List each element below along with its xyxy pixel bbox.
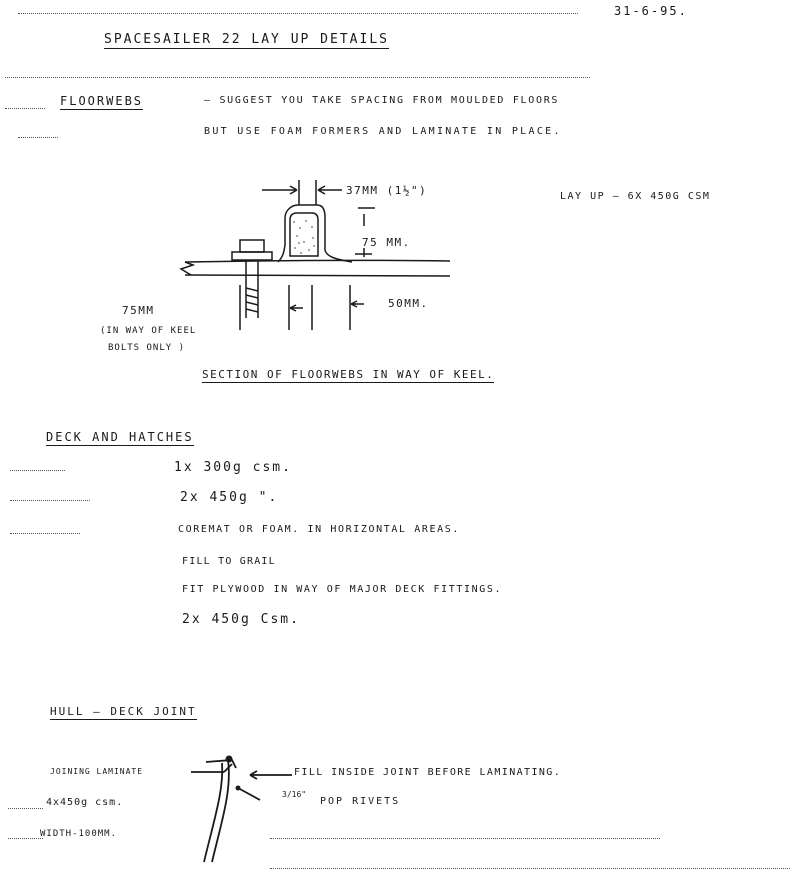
- rivet-size-label: 3/16": [282, 790, 307, 799]
- dim-left-label: 75mm: [122, 304, 155, 317]
- deck-heading: DECK AND HATCHES: [46, 430, 194, 444]
- deck-item-4: FILL TO GRAIL: [182, 556, 276, 567]
- deck-item-1: 1x 300g csm.: [174, 460, 292, 475]
- pop-rivets-label: POP RIVETS: [320, 796, 401, 807]
- joining-laminate-leader: [191, 764, 232, 772]
- joining-laminate-spec: 4x450g csm.: [46, 797, 124, 808]
- section-caption: SECTION OF FLOORWEBS IN WAY OF KEEL.: [202, 368, 495, 381]
- deck-edge-dot: [226, 756, 233, 763]
- keel-note-line-2: BOLTS ONLY ): [108, 343, 186, 353]
- joining-laminate-label: JOINING LAMINATE: [50, 767, 144, 776]
- rivet-leader: [238, 788, 260, 800]
- floorwebs-line-2: BUT USE FOAM FORMERS AND LAMINATE IN PLACE.: [204, 126, 562, 137]
- page-title: SPACESAILER 22 LAY UP DETAILS: [104, 32, 389, 47]
- hull-deck-heading: HULL – DECK JOINT: [50, 705, 197, 718]
- floorwebs-line-1: – SUGGEST YOU TAKE SPACING FROM MOULDED FLOORS: [204, 95, 560, 106]
- date-text: 31-6-95.: [614, 4, 688, 18]
- fill-arrow: [250, 771, 292, 779]
- floorwebs-heading: FLOORWEBS: [60, 94, 144, 108]
- rivet-dot: [236, 786, 241, 791]
- hull-side-outer: [212, 760, 229, 862]
- joining-laminate-width: WIDTH-100MM.: [40, 829, 118, 839]
- deck-item-6: 2x 450g Csm.: [182, 612, 300, 627]
- keel-note-line-1: (IN WAY OF KEEL: [100, 326, 197, 336]
- deck-item-3: COREMAT OR FOAM. IN HORIZONTAL AREAS.: [178, 524, 460, 535]
- fill-joint-note: FILL INSIDE JOINT BEFORE LAMINATING.: [294, 767, 562, 778]
- deck-item-2: 2x 450g ".: [180, 490, 279, 505]
- layup-label: LAY UP – 6x 450g CSM: [560, 191, 711, 202]
- dim-top-label: 37mm (1½"): [346, 184, 428, 197]
- dim-right-label: 50mm.: [388, 297, 429, 310]
- dim-height-label: 75 mm.: [362, 236, 411, 249]
- deck-item-5: FIT PLYWOOD IN WAY OF MAJOR DECK FITTINGS.: [182, 584, 503, 595]
- hull-side-inner: [204, 763, 222, 862]
